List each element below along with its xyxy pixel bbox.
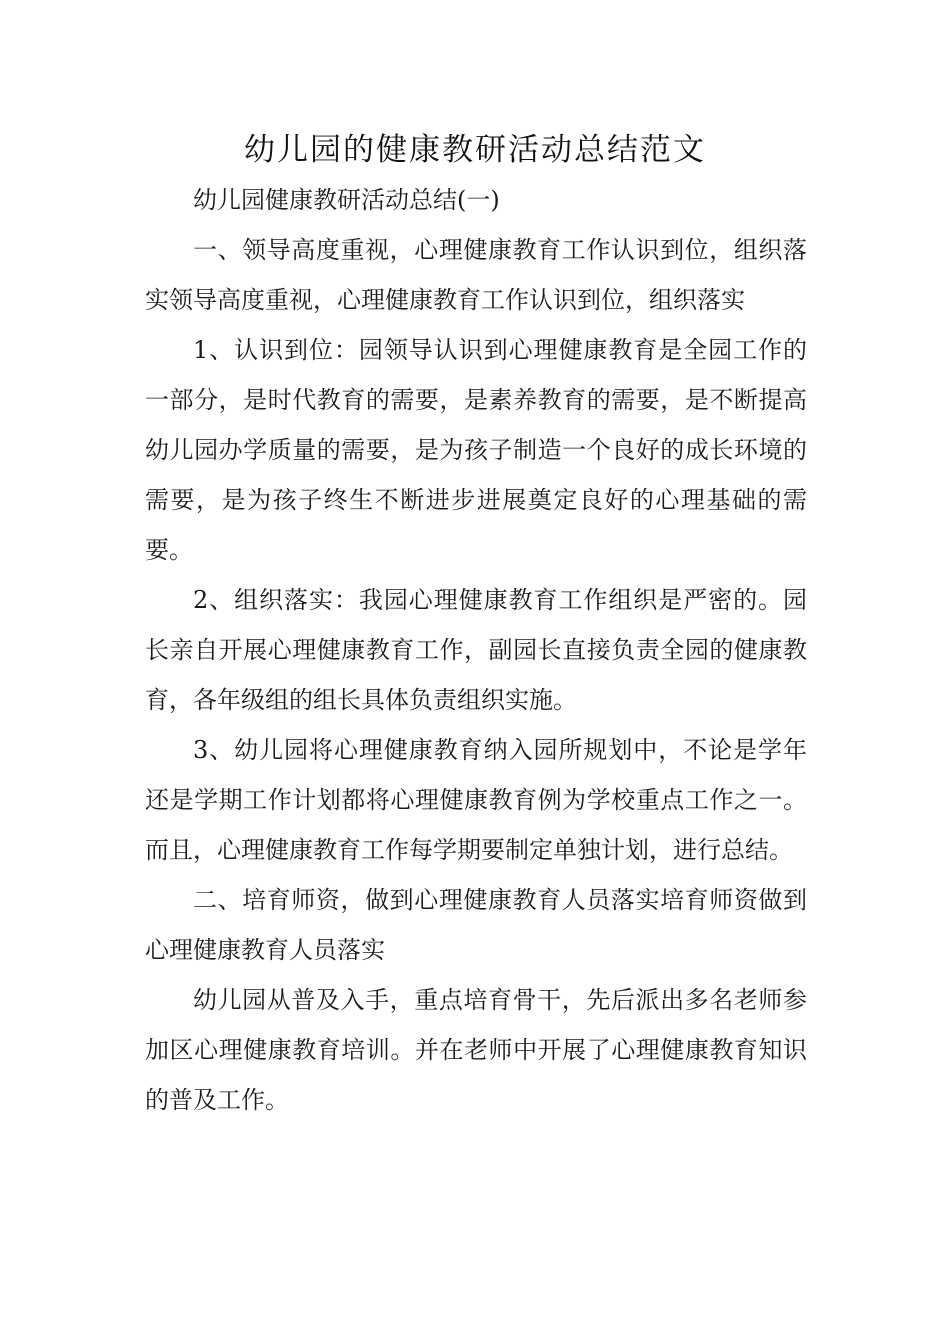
body-paragraph: 1、认识到位：园领导认识到心理健康教育是全园工作的一部分，是时代教育的需要，是素养教育的需要，是不断提高幼儿园办学质量的需要，是为孩子制造一个良好的成长环境的需要，是为孩子终生不断进步进展奠定良好的心理基础的需要。 (145, 336, 807, 564)
document-body (145, 175, 807, 1125)
body-paragraph: 2、组织落实：我园心理健康教育工作组织是严密的。园长亲自开展心理健康教育工作，副园长直接负责全园的健康教育，各年级组的组长具体负责组织实施。 (145, 586, 807, 714)
subtitle-paragraph: 幼儿园健康教研活动总结(一) (193, 186, 500, 214)
body-paragraph: 3、幼儿园将心理健康教育纳入园所规划中，不论是学年还是学期工作计划都将心理健康教育例为学校重点工作之一。而且，心理健康教育工作每学期要制定单独计划，进行总结。 (145, 736, 807, 864)
body-paragraph: 幼儿园从普及入手，重点培育骨干，先后派出多名老师参加区心理健康教育培训。并在老师中开展了心理健康教育知识的普及工作。 (145, 986, 807, 1114)
section-heading-2: 二、培育师资，做到心理健康教育人员落实培育师资做到心理健康教育人员落实 (145, 886, 807, 964)
document-title: 幼儿园的健康教研活动总结范文 (244, 132, 706, 168)
section-heading-1: 一、领导高度重视，心理健康教育工作认识到位，组织落实领导高度重视，心理健康教育工作认识到位，组织落实 (145, 236, 807, 314)
